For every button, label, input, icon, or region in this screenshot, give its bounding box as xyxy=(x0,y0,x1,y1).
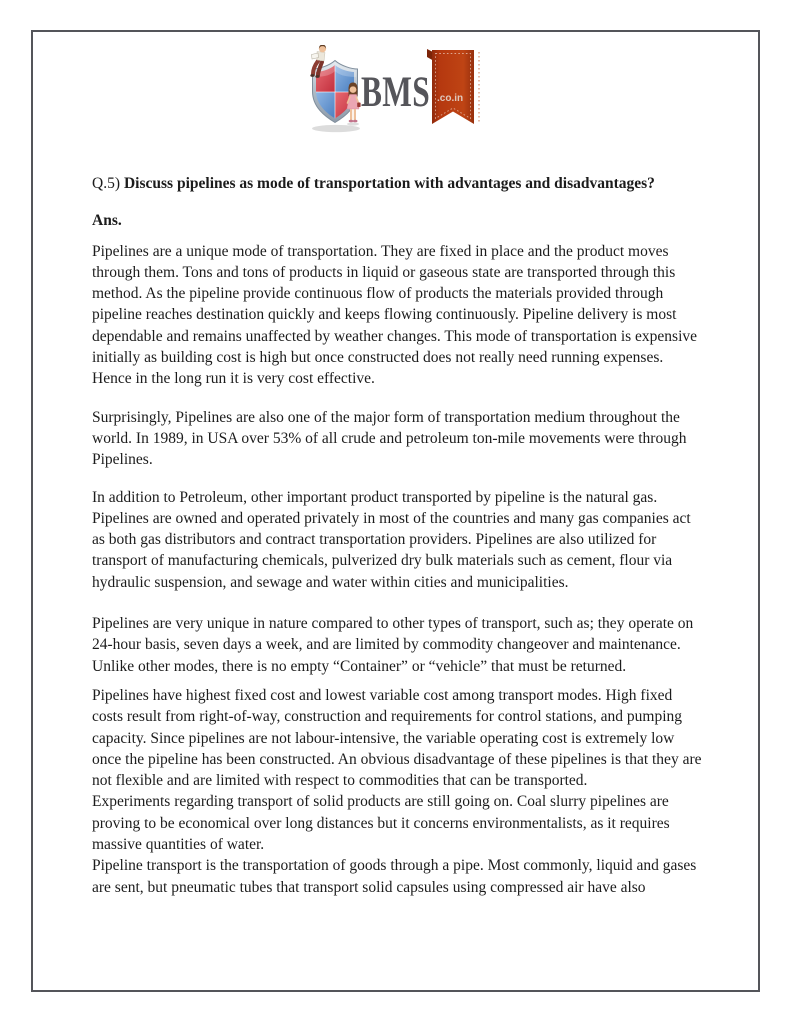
paragraph-4: Pipelines are very unique in nature compared to other types of transport, such as; they operate on 24-hour basis, seven days a week, and are limited by commodity changeover and maintenance. Unlike other modes, there is no empty “Container” or “vehicle” that must be returned. xyxy=(92,615,694,675)
question-number: Q.5) xyxy=(92,175,120,192)
paragraph-7: Pipeline transport is the transportation of goods through a pipe. Most commonly, liquid and gases are sent, but pneumatic tubes that transport solid capsules using compressed air have also xyxy=(92,857,697,896)
shield-shadow xyxy=(312,122,360,132)
brand-text: BMS xyxy=(360,69,430,116)
answer-label: Ans. xyxy=(92,212,122,230)
document-page xyxy=(31,30,760,992)
ribbon-bookmark-icon xyxy=(426,46,486,130)
paragraph-6: Experiments regarding transport of solid products are still going on. Coal slurry pipelines are proving to be economical over long distances but it concerns environmentalists, as it requires massive quantities of water. xyxy=(92,793,670,854)
paragraph-2: Surprisingly, Pipelines are also one of the major form of transportation medium throughout the world. In 1989, in USA over 53% of all crude and petroleum ton-mile movements were through Pipelines. xyxy=(92,408,687,469)
domain-text: .co.in xyxy=(436,93,463,104)
paragraph-3: In addition to Petroleum, other important product transported by pipeline is the natural gas. Pipelines are owned and operated privately in most of the countries and many gas companies act as both gas distributors and contract transportation providers. Pipelines are also utilized for transport of manufacturing chemicals, pulverized dry bulk materials such as cement, flour via hydraulic suspension, and sewage and water within cities and municipalities. xyxy=(92,488,691,591)
paragraph-1: Pipelines are a unique mode of transportation. They are fixed in place and the product moves through them. Tons and tons of products in liquid or gaseous state are transported through this method. As the pipeline provide continuous flow of products the materials provided through pipeline reaches destination quickly and keeps flowing continuously. Pipeline delivery is most dependable and remains unaffected by weather changes. This mode of transportation is expensive initially as building cost is high but once constructed does not really need running expenses. Hence in the long run it is very cost effective. xyxy=(92,242,698,388)
question-heading xyxy=(92,173,702,194)
bms-logo xyxy=(305,45,487,133)
girl-figure xyxy=(347,83,361,123)
question-text: Discuss pipelines as mode of transportation with advantages and disadvantages? xyxy=(123,175,655,192)
shield-icon xyxy=(305,45,365,133)
document-content xyxy=(92,173,702,898)
paragraph-5: Pipelines have highest fixed cost and lowest variable cost among transport modes. High fixed costs result from right-of-way, construction and requirements for control stations, and pumping capacity. Since pipelines are not labour-intensive, the variable operating cost is extremely low once the pipeline has been constructed. An obvious disadvantage of these pipelines is that they are not flexible and are limited with respect to commodities that can be transported. xyxy=(92,686,702,790)
